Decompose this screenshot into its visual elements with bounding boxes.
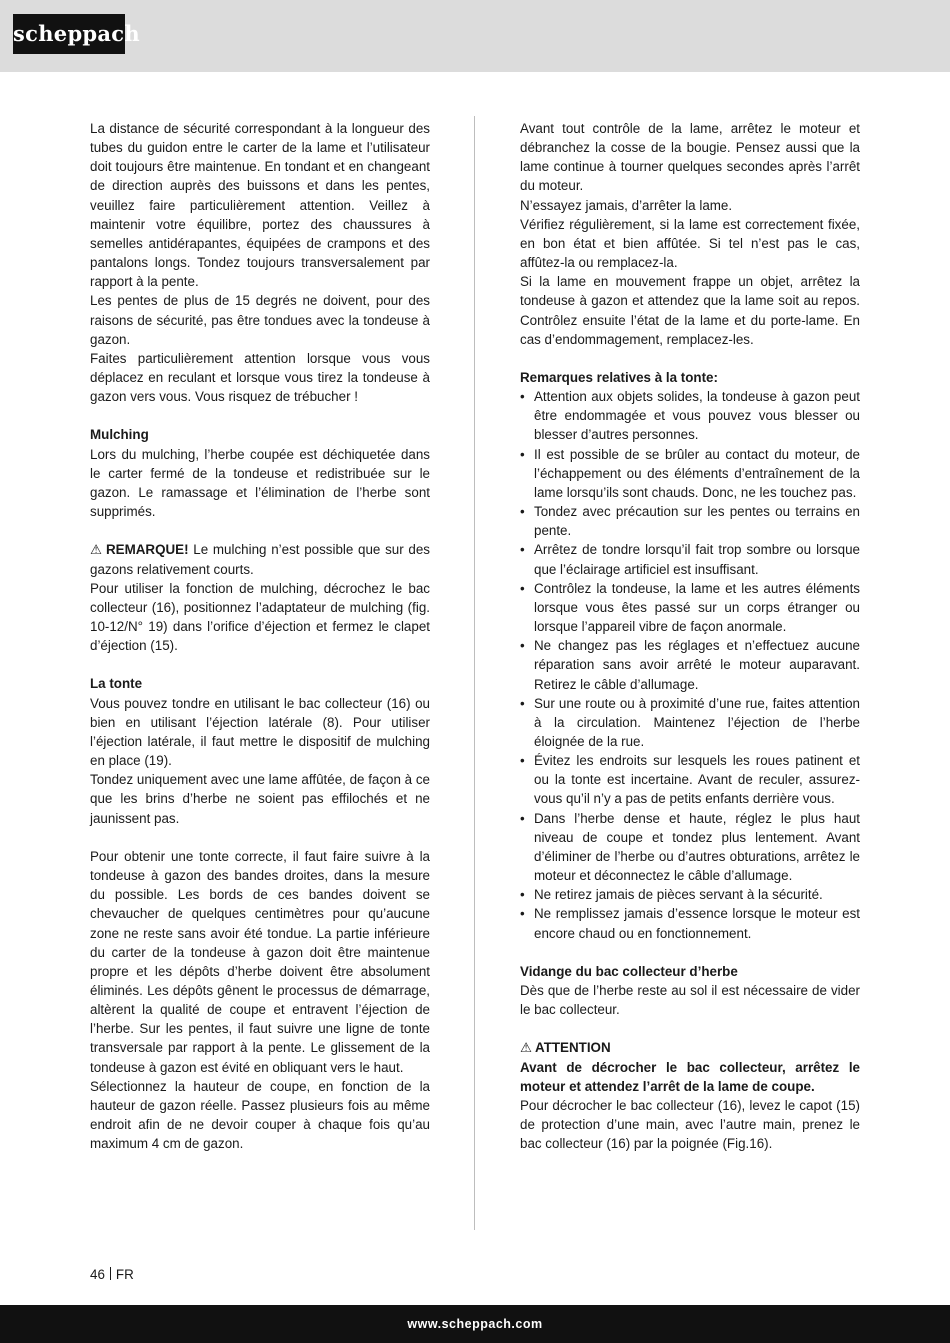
attention-label: ATTENTION [535,1040,611,1056]
paragraph: Lors du mulching, l’herbe coupée est déchiquetée dans le carter fermé de la tondeuse et redistribuée sur le gazon. Le ramassage et l’élimination de l’herbe sont supprimés. [90,446,430,520]
header-band [0,0,950,72]
paragraph: Pour utiliser la fonction de mulching, décrochez le bac collecteur (16), positionnez l’adaptateur de mulching (fig. 10-12/N° 19) dans l’orifice d’éjection et fermez le clapet d’éjection (15). [90,580,430,654]
paragraph: Avant tout contrôle de la lame, arrêtez le moteur et débranchez la cosse de la bougie. Pensez aussi que la lame continue à tourner quelques secondes après l’arrêt du moteur. [520,121,860,194]
paragraph: Les pentes de plus de 15 degrés ne doivent, pour des raisons de sécurité, pas être tondues avec la tondeuse à gazon. [90,293,430,347]
list-item: • Ne retirez jamais de pièces servant à la sécurité. [520,885,860,904]
language-code: FR [115,1267,134,1282]
remarks-list [520,387,860,943]
paragraph: Pour décrocher le bac collecteur (16), levez le capot (15) de protection d’une main, avec l’autre main, prenez le bac collecteur (16) par la poignée (Fig.16). [520,1097,860,1152]
list-item: • Évitez les endroits sur lesquels les roues patinent et ou la tonte est incertaine. Avant de reculer, assurez-vous qu’il n’y a pas de petits enfants derrière vous. [520,751,860,808]
list-item: • Attention aux objets solides, la tondeuse à gazon peut être endommagée et vous pouvez vous blesser ou blesser d’autres personnes. [520,387,860,444]
paragraph: La distance de sécurité correspondant à la longueur des tubes du guidon entre le carter de la lame et l’utilisateur doit toujours être maintenue. En tondant et en changeant de direction auprès des buissons et dans les pentes, veuillez faire particulièrement attention. Veillez à maintenir votre équilibre, portez des chaussures à semelles antidérapantes, équipées de crampons et des pantalons longs. Tondez toujours transversalement par rapport à la pente. [90,121,430,290]
page-footer-label [90,1265,134,1284]
list-item: • Dans l’herbe dense et haute, réglez le plus haut niveau de coupe et tondez plus lentement. Avant d’éliminer de l’herbe ou d’autres obturations, arrêtez le moteur et déconnectez le câble d’allumage. [520,809,860,886]
paragraph: Vérifiez régulièrement, si la lame est correctement fixée, en bon état et bien affûtée. Si tel n’est pas le cas, affûtez-la ou remplacez-la. [520,216,860,271]
paragraph: Tondez uniquement avec une lame affûtée, de façon à ce que les brins d’herbe ne soient pas effilochés et ne jaunissent pas. [90,772,430,826]
footer-bar [0,1305,950,1343]
paragraph: Sélectionnez la hauteur de coupe, en fonction de la hauteur de gazon réelle. Passez plusieurs fois au même endroit afin de ne devoir couper à chaque fois qu’au maximum 4 cm de gazon. [90,1078,430,1152]
paragraph: N’essayez jamais, d’arrêter la lame. [520,197,733,213]
list-item: • Arrêtez de tondre lorsqu’il fait trop sombre ou lorsque que l’éclairage artificiel est insuffisant. [520,540,860,578]
footer-separator [110,1267,111,1280]
paragraph: Si la lame en mouvement frappe un objet, arrêtez la tondeuse à gazon et attendez que la lame soit au repos. Contrôlez ensuite l’état de la lame et du porte-lame. En cas d’endommagement, remplacez-les. [520,274,860,347]
list-item: • Sur une route ou à proximité d’une rue, faites attention à la circulation. Maintenez l’éjection de l’herbe éloignée de la rue. [520,694,860,751]
section-heading-mulching: Mulching [90,427,149,443]
section-heading-vidange: Vidange du bac collecteur d’herbe [520,963,738,979]
warning-icon: ⚠ [520,1040,533,1056]
section-heading-tonte: La tonte [90,676,143,692]
paragraph: Vous pouvez tondre en utilisant le bac collecteur (16) ou bien en utilisant l’éjection latérale (8). Pour utiliser l’éjection latérale, il faut mettre le dispositif de mulching en place (19). [90,695,430,769]
list-item: • Ne changez pas les réglages et n’effectuez aucune réparation sans avoir arrêté le moteur auparavant. Retirez le câble d’allumage. [520,636,860,693]
attention-heading [520,1038,860,1057]
right-column [520,119,860,1153]
paragraph: Faites particulièrement attention lorsque vous vous déplacez en reculant et lorsque vous tirez la tondeuse à gazon vers vous. Vous risquez de trébucher ! [90,350,430,405]
page-number: 46 [90,1267,105,1282]
section-heading-remarks: Remarques relatives à la tonte: [520,370,718,386]
column-divider [474,116,475,1230]
list-item: • Il est possible de se brûler au contact du moteur, de l’échappement ou des éléments d’entraînement de la lame lorsqu’ils sont chauds. Donc, ne les touchez pas. [520,445,860,502]
list-item: • Ne remplissez jamais d’essence lorsque le moteur est encore chaud ou en fonctionnement. [520,904,860,942]
list-item: • Tondez avec précaution sur les pentes ou terrains en pente. [520,502,860,540]
remark-label: REMARQUE! [106,542,189,558]
left-column [90,119,430,1153]
paragraph: Dès que de l’herbe reste au sol il est nécessaire de vider le bac collecteur. [520,983,860,1018]
attention-text: Avant de décrocher le bac collecteur, arrêtez le moteur et attendez l’arrêt de la lame de coupe. [520,1059,860,1094]
warning-icon: ⚠ [90,542,103,558]
remark-note [90,540,430,578]
remark-text: Le mulching n’est possible que sur des gazons relativement courts. [90,542,430,577]
paragraph: Pour obtenir une tonte correcte, il faut faire suivre à la tondeuse à gazon des bandes droites, dans la mesure du possible. Les bords de ces bandes doivent se chevaucher de quelques centimètres pour qu’aucune zone ne reste sans avoir été tondue. La partie inférieure du carter de la tondeuse à gazon doit être maintenue propre et les dépôts d’herbe doivent être absolument éliminés. Les dépôts gênent le processus de démarrage, altèrent la qualité de coupe et entravent l’éjection de l’herbe. Sur les pentes, il faut suivre une ligne de tonte transversale par rapport à la pente. Le glissement de la tondeuse à gazon est évité en obliquant vers le haut. [90,848,430,1075]
brand-logo: scheppach [13,14,125,54]
website-link[interactable]: www.scheppach.com [407,1317,543,1331]
list-item: • Contrôlez la tondeuse, la lame et les autres éléments lorsque vous êtes passé sur un corps étranger ou lorsque l’appareil vibre de façon anormale. [520,579,860,636]
